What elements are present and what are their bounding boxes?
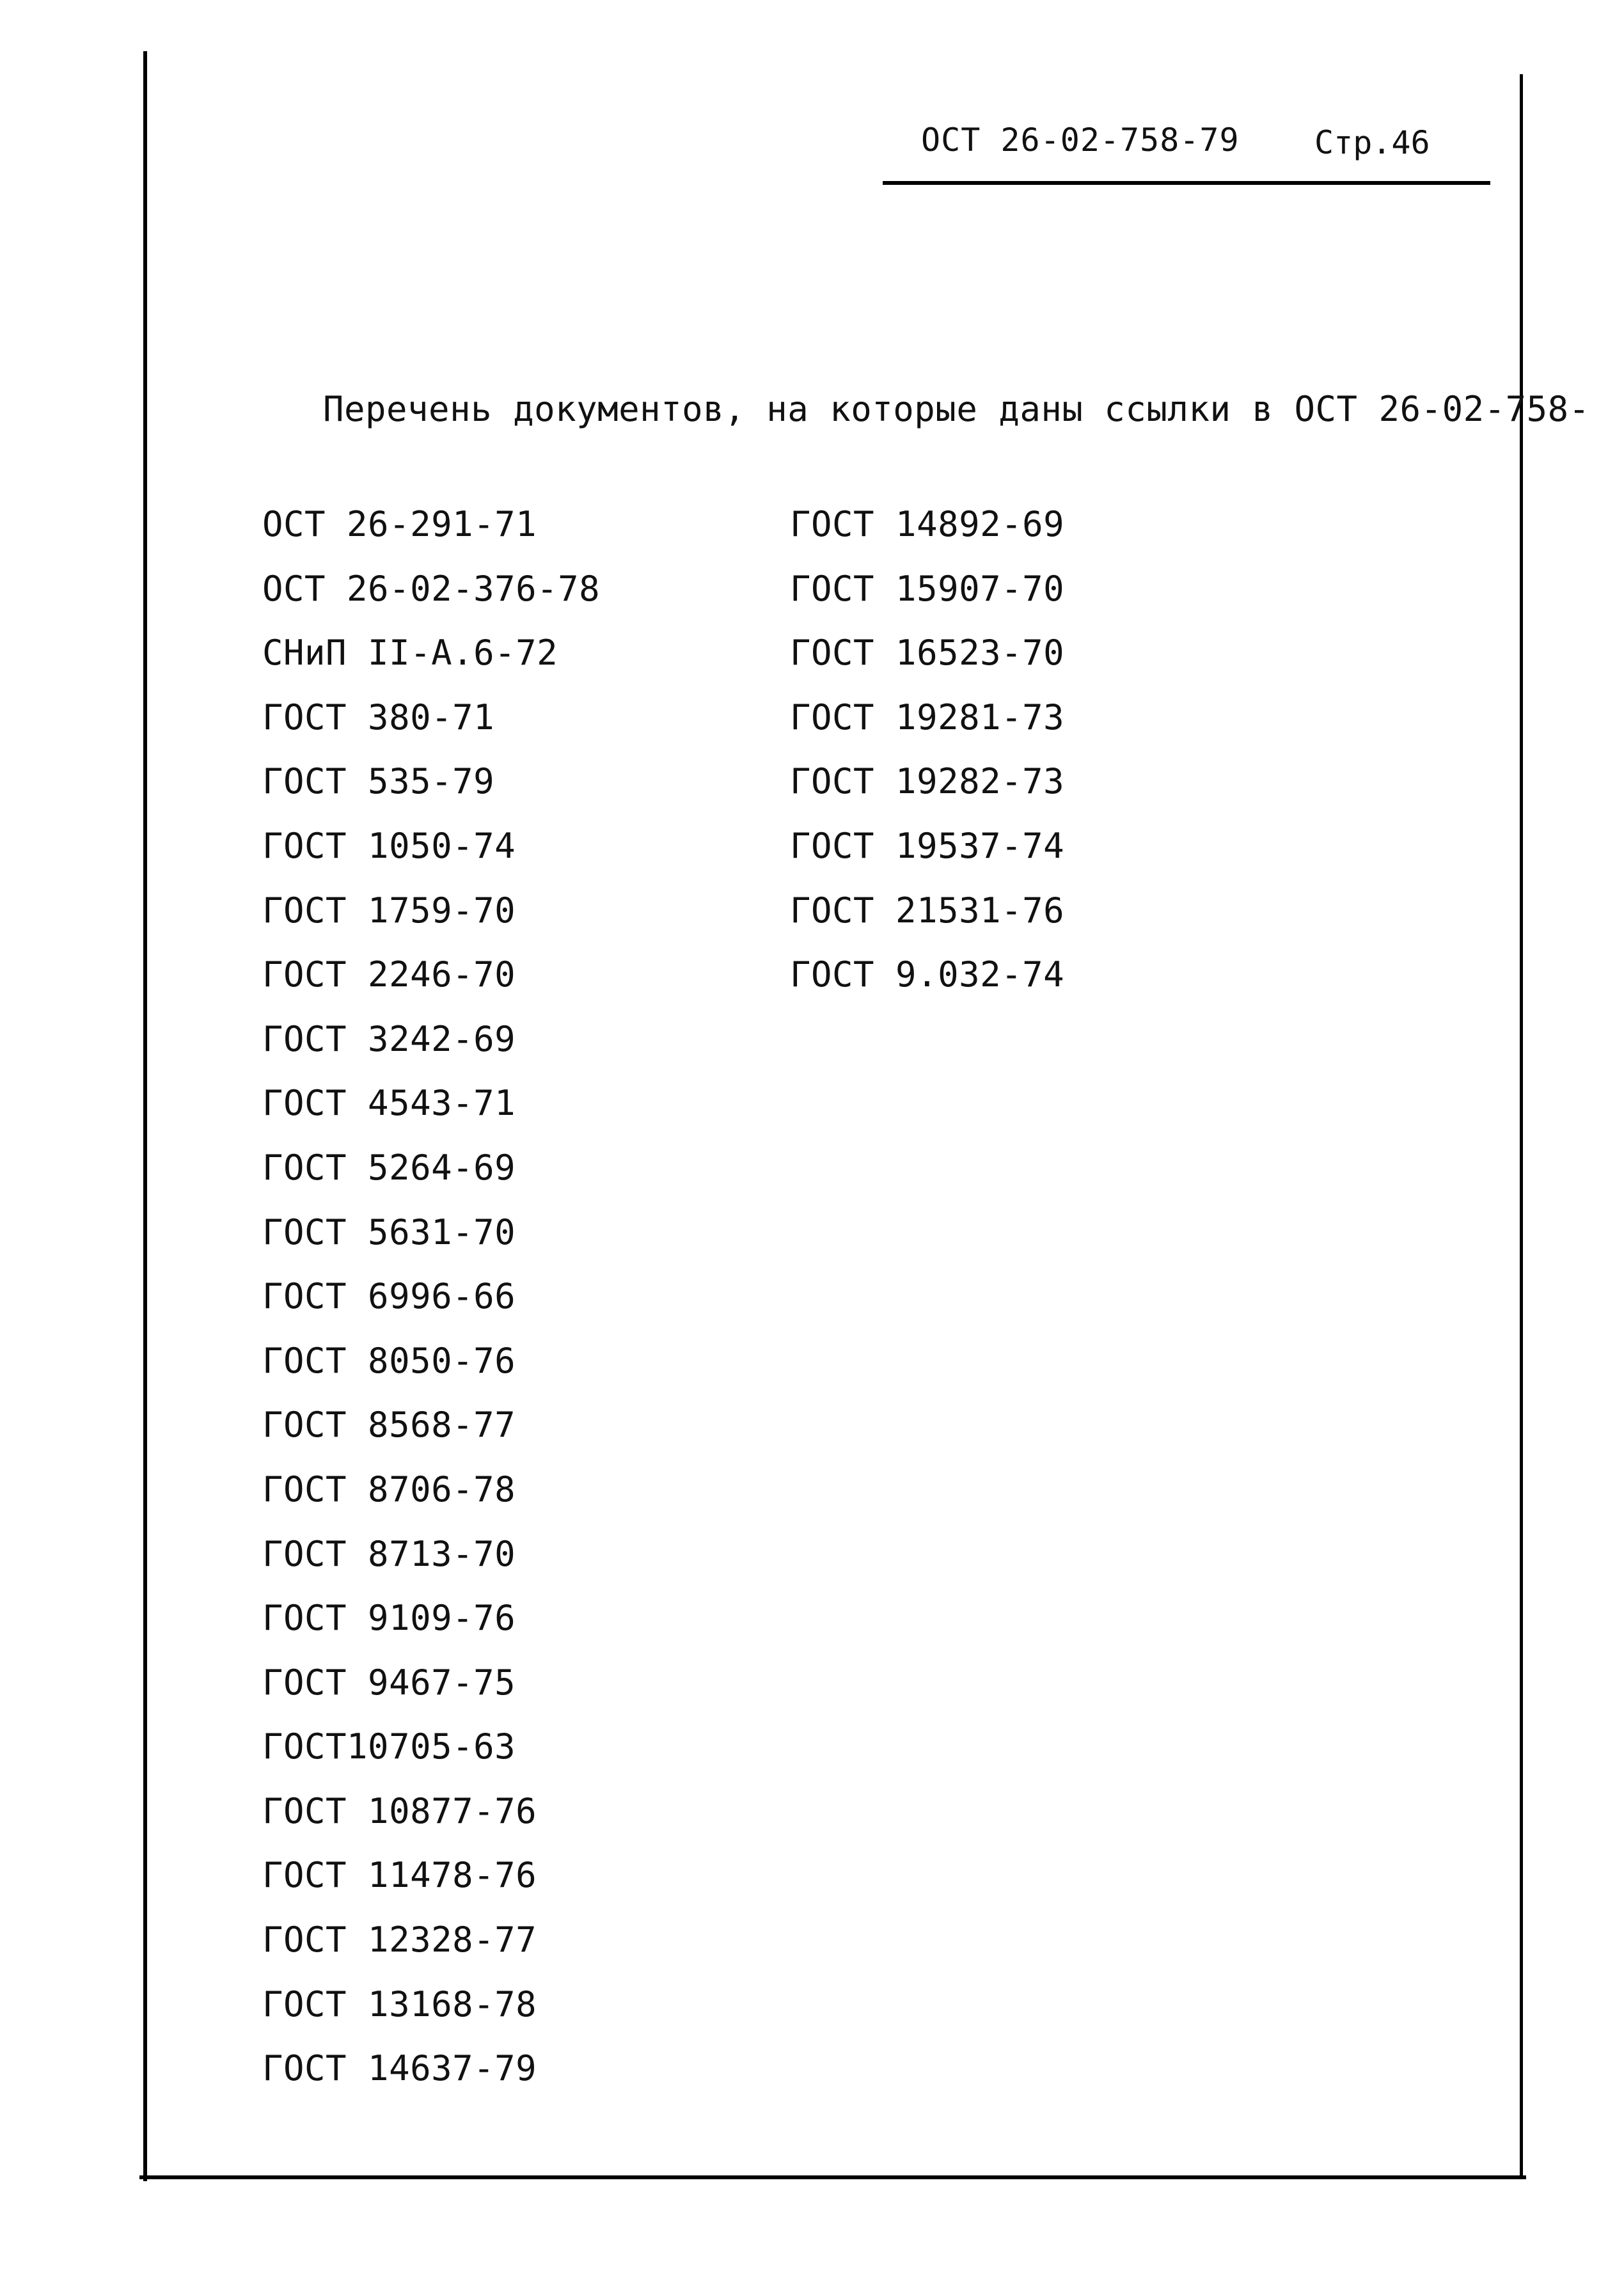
reference-item: ГОСТ 8050-76 [262, 1340, 516, 1381]
reference-item: ГОСТ10705-63 [262, 1726, 516, 1767]
reference-item: ГОСТ 2246-70 [262, 954, 516, 995]
reference-item: ГОСТ 380-71 [262, 697, 495, 738]
reference-item: ГОСТ 8568-77 [262, 1405, 516, 1446]
reference-item: ГОСТ 19537-74 [790, 825, 1065, 866]
reference-item: ГОСТ 8713-70 [262, 1533, 516, 1574]
reference-item: ГОСТ 4543-71 [262, 1083, 516, 1124]
page-frame-left-border [143, 51, 147, 2181]
reference-item: ГОСТ 535-79 [262, 761, 495, 802]
reference-item: ГОСТ 5264-69 [262, 1147, 516, 1188]
reference-item: ОСТ 26-02-376-78 [262, 568, 601, 609]
reference-item: ГОСТ 19281-73 [790, 697, 1065, 738]
references-list-right [790, 493, 1064, 1007]
reference-item: ГОСТ 21531-76 [790, 890, 1065, 931]
reference-item: ГОСТ 14637-79 [262, 2048, 537, 2089]
reference-item: ГОСТ 8706-78 [262, 1469, 516, 1510]
reference-item: ГОСТ 5631-70 [262, 1211, 516, 1252]
reference-item: ГОСТ 15907-70 [790, 568, 1065, 609]
reference-item: ГОСТ 16523-70 [790, 633, 1065, 674]
reference-item: ОСТ 26-291-71 [262, 504, 537, 544]
header-rule [883, 181, 1490, 185]
reference-item: ГОСТ 13168-78 [262, 1984, 537, 2024]
reference-item: ГОСТ 1050-74 [262, 825, 516, 866]
document-number: ОСТ 26-02-758-79 [921, 122, 1240, 159]
reference-item: ГОСТ 10877-76 [262, 1790, 537, 1831]
page-header [883, 122, 1490, 185]
reference-item: ГОСТ 6996-66 [262, 1276, 516, 1317]
page-frame-bottom-border [139, 2175, 1526, 2179]
reference-item: СНиП II-А.6-72 [262, 633, 558, 674]
reference-item: ГОСТ 9109-76 [262, 1598, 516, 1639]
reference-item: ГОСТ 9467-75 [262, 1662, 516, 1703]
references-list-left [262, 493, 600, 2101]
references-title: Перечень документов, на которые даны ссылки в ОСТ 26-02-758- [323, 389, 1590, 429]
page-number: Стр.46 [1314, 124, 1430, 161]
reference-item: ГОСТ 12328-77 [262, 1920, 537, 1960]
reference-item: ГОСТ 11478-76 [262, 1855, 537, 1896]
reference-item: ГОСТ 1759-70 [262, 890, 516, 931]
reference-item: ГОСТ 3242-69 [262, 1018, 516, 1059]
reference-item: ГОСТ 14892-69 [790, 504, 1065, 544]
reference-item: ГОСТ 9.032-74 [790, 954, 1065, 995]
reference-item: ГОСТ 19282-73 [790, 761, 1065, 802]
